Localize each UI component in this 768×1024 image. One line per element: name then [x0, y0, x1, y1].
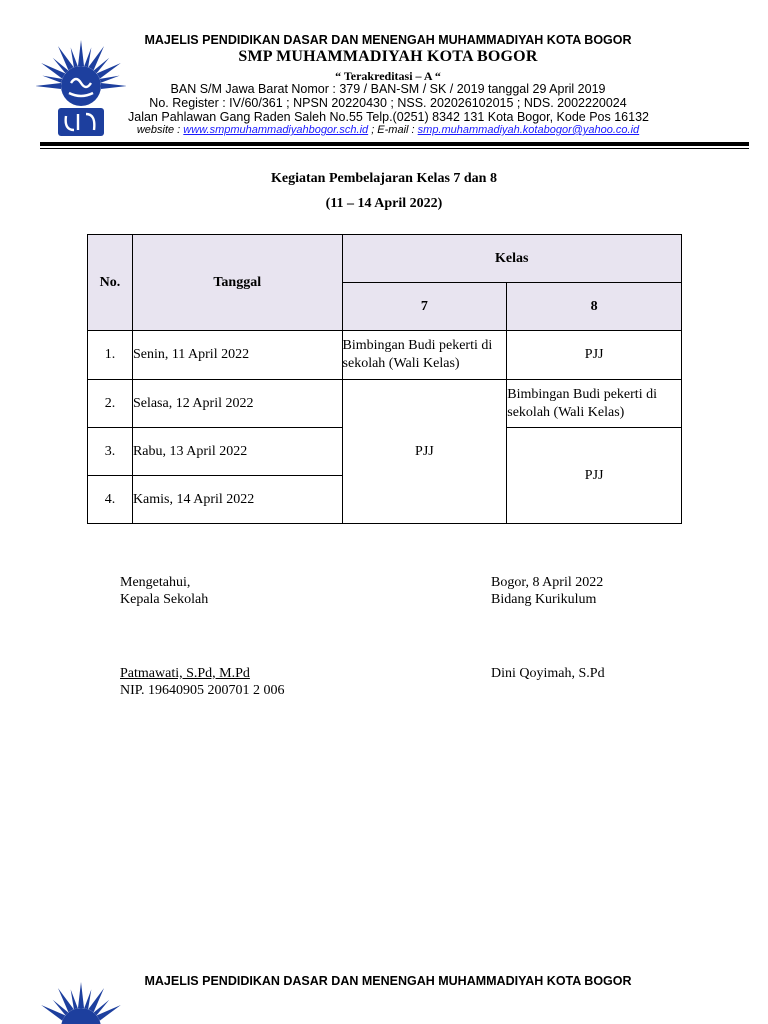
row-no: 1.: [88, 331, 133, 380]
header-kelas: Kelas: [342, 235, 681, 283]
muhammadiyah-logo-next-page: [36, 980, 126, 1024]
website-label: website :: [136, 124, 184, 136]
letterhead-org: MAJELIS PENDIDIKAN DASAR DAN MENENGAH MUHAMMADIYAH KOTA BOGOR: [144, 33, 632, 47]
row-date: Senin, 11 April 2022: [132, 331, 342, 380]
principal-nip: NIP. 19640905 200701 2 006: [120, 683, 285, 698]
sig-right-line2: Bidang Kurikulum: [491, 592, 597, 607]
header-tanggal: Tanggal: [132, 235, 342, 331]
cell-kelas-7: Bimbingan Budi pekerti di sekolah (Wali Kelas): [342, 331, 507, 380]
row-no: 3.: [88, 428, 133, 476]
cell-kelas-8: PJJ: [507, 428, 682, 524]
muhammadiyah-logo: [36, 38, 126, 138]
row-date: Rabu, 13 April 2022: [132, 428, 342, 476]
header-kelas-7: 7: [342, 283, 507, 331]
row-date: Kamis, 14 April 2022: [132, 476, 342, 524]
principal-name: Patmawati, S.Pd, M.Pd: [120, 666, 250, 681]
cell-kelas-8: PJJ: [507, 331, 682, 380]
email-label: ; E-mail :: [368, 124, 418, 136]
letterhead-rule-thin: [40, 148, 749, 149]
letterhead-contacts: [128, 124, 648, 136]
document-date-range: (11 – 14 April 2022): [325, 196, 443, 211]
next-page-letterhead-org: MAJELIS PENDIDIKAN DASAR DAN MENENGAH MUHAMMADIYAH KOTA BOGOR: [144, 974, 632, 988]
sig-left-line2: Kepala Sekolah: [120, 592, 209, 607]
letterhead-accreditation: “ Terakreditasi – A “: [335, 69, 441, 83]
signature-left-name-block: [120, 665, 285, 699]
website-link[interactable]: www.smpmuhammadiyahbogor.sch.id: [183, 124, 369, 136]
cell-kelas-8: Bimbingan Budi pekerti di sekolah (Wali Kelas): [507, 380, 682, 428]
header-no: No.: [88, 235, 133, 331]
signature-left-heading: [120, 574, 208, 608]
letterhead-rule-thick: [40, 142, 749, 146]
signature-right-heading: [491, 574, 603, 608]
letterhead-register-numbers: No. Register : IV/60/361 ; NPSN 20220430 ; NSS. 202026102015 ; NDS. 2002220024: [149, 96, 627, 110]
sig-left-line1: Mengetahui,: [120, 575, 191, 590]
signature-right-name-block: [491, 665, 605, 682]
document-title: Kegiatan Pembelajaran Kelas 7 dan 8: [271, 171, 497, 186]
row-no: 2.: [88, 380, 133, 428]
sig-right-line1: Bogor, 8 April 2022: [491, 575, 604, 590]
table-row: [88, 331, 682, 380]
letterhead-address: Jalan Pahlawan Gang Raden Saleh No.55 Telp.(0251) 8342 131 Kota Bogor, Kode Pos 16132: [128, 110, 649, 124]
row-date: Selasa, 12 April 2022: [132, 380, 342, 428]
letterhead-accreditation-decree: BAN S/M Jawa Barat Nomor : 379 / BAN-SM / SK / 2019 tanggal 29 April 2019: [170, 82, 606, 96]
header-kelas-8: 8: [507, 283, 682, 331]
schedule-table: [87, 234, 682, 524]
curriculum-officer-name: Dini Qoyimah, S.Pd: [491, 666, 605, 681]
cell-kelas-7: PJJ: [342, 380, 507, 524]
letterhead-school-name: SMP MUHAMMADIYAH KOTA BOGOR: [238, 48, 538, 65]
email-link[interactable]: smp.muhammadiyah.kotabogor@yahoo.co.id: [417, 124, 640, 136]
row-no: 4.: [88, 476, 133, 524]
table-row: [88, 380, 682, 428]
